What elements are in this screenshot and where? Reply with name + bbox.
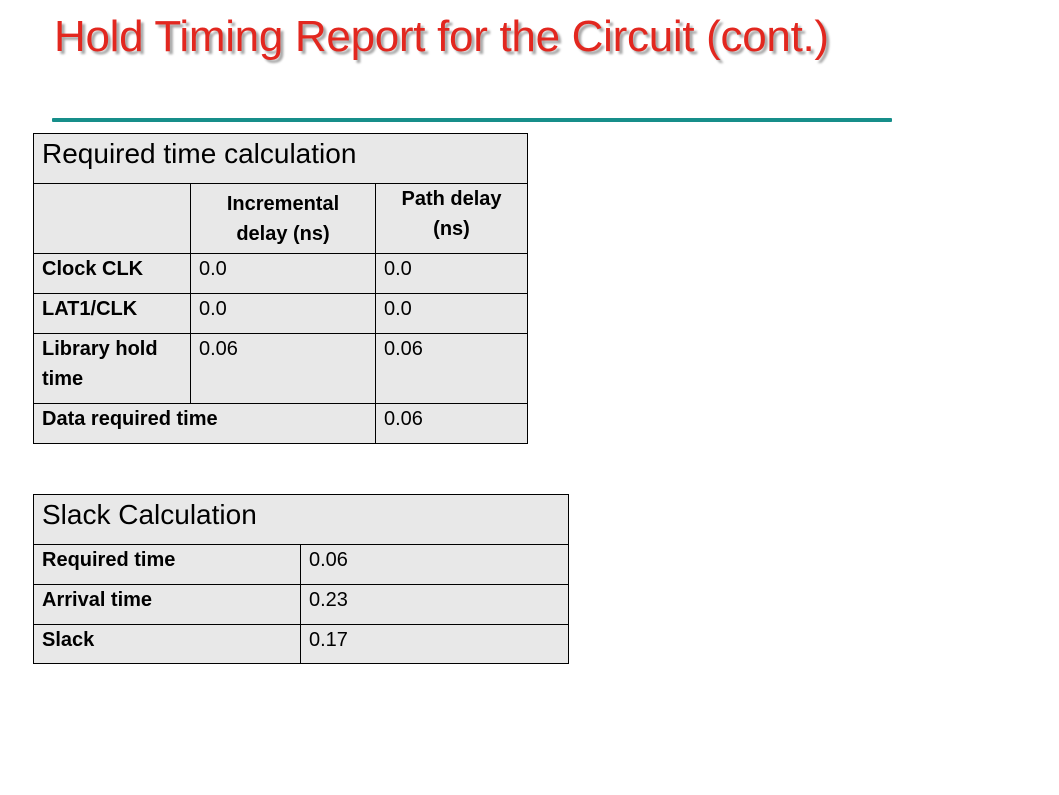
table-row <box>34 625 569 664</box>
title-underline <box>52 118 892 122</box>
row-label: Required time <box>34 545 301 585</box>
header-cell-empty <box>34 184 191 254</box>
incremental-value: 0.06 <box>191 334 376 404</box>
table-row <box>34 334 528 404</box>
slack-calculation-table <box>33 494 569 664</box>
table-total-row <box>34 404 528 444</box>
table-row <box>34 545 569 585</box>
table-row <box>34 254 528 294</box>
path-value: 0.0 <box>376 254 528 294</box>
path-value: 0.06 <box>376 334 528 404</box>
row-label: Slack <box>34 625 301 664</box>
row-value: 0.17 <box>301 625 569 664</box>
row-label: Library hold time <box>34 334 191 404</box>
table-row <box>34 294 528 334</box>
slack-calculation-title: Slack Calculation <box>34 495 569 545</box>
total-path-value: 0.06 <box>376 404 528 444</box>
path-value: 0.0 <box>376 294 528 334</box>
header-incremental-delay: Incremental delay (ns) <box>191 184 376 254</box>
table-row <box>34 585 569 625</box>
required-time-title: Required time calculation <box>34 134 528 184</box>
row-label: Clock CLK <box>34 254 191 294</box>
row-value: 0.23 <box>301 585 569 625</box>
incremental-value: 0.0 <box>191 294 376 334</box>
required-time-table <box>33 133 528 444</box>
row-value: 0.06 <box>301 545 569 585</box>
incremental-value: 0.0 <box>191 254 376 294</box>
header-path-delay: Path delay (ns) <box>376 184 528 254</box>
total-label: Data required time <box>34 404 376 444</box>
row-label: Arrival time <box>34 585 301 625</box>
slide-title: Hold Timing Report for the Circuit (cont.) <box>54 12 829 61</box>
table-title-row <box>34 495 569 545</box>
row-label: LAT1/CLK <box>34 294 191 334</box>
table-title-row <box>34 134 528 184</box>
table-header-row <box>34 184 528 254</box>
